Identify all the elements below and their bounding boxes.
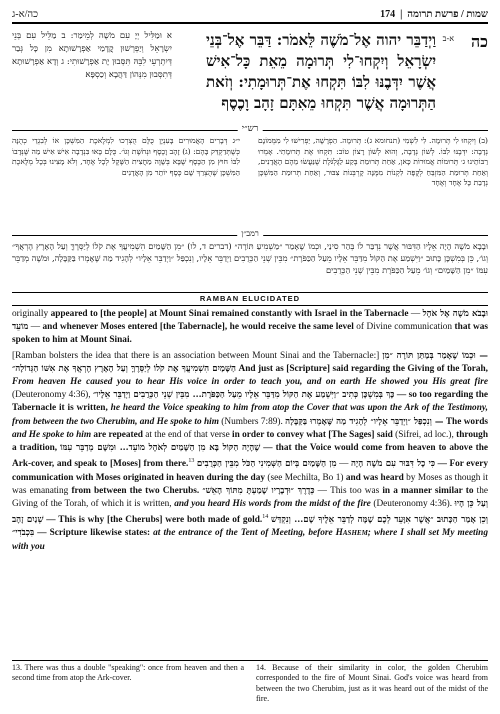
header-chapter-verse: כה/א-ג — [12, 8, 39, 20]
elucidation-segment: in order to convey what [The Sages] said — [232, 429, 393, 440]
hebrew-quote: שֶׁהָיָה הַקּוֹל בָּא מִן הַשָּׁמַיִם לְאֹהֶל מוֹעֵד... וּמִשָּׁם מְדַבֵּר עִמּוֹ — [60, 443, 261, 454]
elucidation-segment: of Divine communication — [353, 322, 455, 333]
ramban-text: וּבָבָא מֹשֶׁה הָיָה אֵלָיו הַדִּבּוּר אֲשֶׁר נִדְבַּר לוֹ בְּהַר סִינַי, וּכְמוֹ שֶׁאָמַר ״מַשְׁמִיעַ תּוֹרָה״ (דברים ד, לו) ״מִן הַשָּׁמַיִם הִשְׁמִיעֲךָ אֶת קֹלוֹ לְיַסְּרֶךָּ וְעַל הָאָרֶץ הֶרְאֲךָ״ וְגוֹ׳, כֵּן בְּמִשְׁכָּן כָּתוּב ״וַיִּשְׁמַע אֶת הַקּוֹל מִדַּבֵּר אֵלָיו מֵעַל הַכַּפֹּרֶת״ מִבֵּין שְׁנֵי הַכְּרֻבִים וַיְדַבֵּר אֵלָיו, וְנִכְפַּל ״וַיְדַבֵּר אֵלָיו״ לְהָגִיד מַה שֶּׁאָמְרוּ בַּקַּבָּלָה, וּמֹשֶׁה מְדַבֵּר עִמּוֹ ״מִן הַשָּׁמַיִם״ וְגוֹ׳ מֵעַל הַכַּפֹּרֶת מִבֵּין שְׁנֵי הַכְּרֻבִים — [12, 241, 488, 276]
footnote-ref: 13 — [188, 458, 195, 465]
hebrew-quote: מִן הַשָּׁמַיִם בְּיוֹם הַשְּׁמִינִי הַכֹּל מִבֵּין הַכְּרֻבִים — [196, 459, 337, 470]
ramban-divider — [12, 229, 488, 238]
header-title: שמות / פרשת תרומה | 174 — [380, 8, 488, 20]
elucidation-segment: and He spoke to him — [12, 429, 92, 440]
hebrew-quote: וְכֵן אָמַר הַכָּתוּב ״אֲשֶׁר אִוָּעֵד לְכֶם שָׁמָּה לְדַבֵּר אֵלֶיךָ שָׁם... וְנִקְדַּשׁ בִּכְבֹדִי״ — [12, 515, 488, 539]
elucidation-segment: at the end of that verse — [142, 429, 233, 440]
elucidation-segment: through a tradition, — [12, 429, 489, 454]
elucidation-segment: And just as [Scripture] said regarding the Giving of the Torah, — [236, 363, 488, 374]
rashi-column-right: (ב) וְיִקְחוּ לִי תְּרוּמָה. לִי לִשְׁמִי (תנחומא ג): תְּרוּמָה. הַפְרָשָׁה, יַפְרִישׁוּ לִי מִמְּמוֹנָם נְדָבָה: יִדְּבֶנּוּ לִבּוֹ. לְשׁוֹן נְדָבָה, וְהוּא לְשׁוֹן רָצוֹן טוֹב: תִּקְחוּ אֶת תְּרוּמָתִי. אָמְרוּ רַבּוֹתֵינוּ ג׳ תְּרוּמוֹת אֲמוּרוֹת כָּאן, אַחַת תְּרוּמַת בֶּקַע לַגֻּלְגֹּלֶת שֶׁנַּעֲשׂוּ מֵהֶם הָאֲדָנִים, וְאַחַת תְּרוּמַת הַמִּזְבֵּחַ לְקֻפָּה לִקְנוֹת מִמֶּנָּה קָרְבְּנוֹת צִבּוּר, וְאַחַת תְּרוּמַת הַמִּשְׁכָּן נְדָבַת כָּל אֶחָד וְאֶחָד — [258, 136, 488, 188]
rashi-column-left: י״ג דְּבָרִים הָאֲמוּרִים בָּעִנְיָן כֻּלָּם הֻצְרְכוּ לִמְלֶאכֶת הַמִּשְׁכָּן אוֹ לְבִגְדֵי כְהֻנָּה כְּשֶׁתְּדַקְדֵּק בָּהֶם: (ג) זָהָב וָכֶסֶף וּנְחֹשֶׁת וְגוֹ׳. כֻּלָּם בָּאוּ בִּנְדָבָה אִישׁ אִישׁ מַה שֶּׁנְּדָבוֹ לִבּוֹ חוּץ מִן הַכֶּסֶף שֶׁבָּא בְּשָׁוֶה מַחֲצִית הַשֶּׁקֶל לְכָל אֶחָד, וְלֹא מָצִינוּ בְּכָל מְלֶאכֶת הַמִּשְׁכָּן שֶׁהֻצְרַךְ שָׁם כֶּסֶף יוֹתֵר מִן הָאֲדָנִים — [12, 136, 240, 177]
torah-text: וַיְדַבֵּר יהוה אֶל־מֹשֶׁה לֵּאמֹר: דַּבֵּר אֶל־בְּנֵי יִשְׂרָאֵל וְיִקְחוּ־לִי תְּרוּמָה מֵאֵת כָּל־אִישׁ אֲשֶׁר יִדְּבֶנּוּ לִבּוֹ תִּקְחוּ אֶת־תְּרוּמָתִי: וְזֹאת הַתְּרוּמָה אֲשֶׁר תִּקְחוּ מֵאִתָּם זָהָב וָכֶסֶף — [206, 31, 436, 112]
ramban-elucidated-banner: RAMBAN ELUCIDATED — [12, 292, 488, 306]
ramban-label: רמב״ן — [237, 229, 263, 238]
elucidation-segment: Hashem — [335, 528, 368, 539]
elucidation-segment: (Deuteronomy 4:36), — [12, 390, 94, 401]
elucidation-segment: and was heard — [345, 472, 404, 483]
hebrew-quote: — וְנִכְפַּל ״וַיְדַבֵּר אֵלָיו״ לְהָגִיד מַה שֶּׁאָמְרוּ בַּקַּבָּלָה — [285, 416, 444, 427]
elucidation-segment: [Ramban bolsters the idea that there is an association between Mount Sinai and the Tabernacle:] — [12, 350, 383, 361]
elucidation-segment: ; where I shall set My meeting with you — [12, 528, 488, 552]
elucidation-segment: (Sifrei, ad loc.), — [392, 429, 457, 440]
rashi-commentary — [12, 136, 488, 232]
page-header — [12, 6, 488, 22]
elucidation-segment: by Moses as though it was emanating — [12, 472, 488, 496]
footnotes — [12, 663, 488, 705]
rashi-divider — [12, 124, 488, 134]
hebrew-quote: כָּךְ בְּמִשְׁכָּן כְּתִיב ״וַיִּשְׁמַע אֶת הַקּוֹל מִדַּבֵּר אֵלָיו מֵעַל הַכַּפֹּרֶת... מִבֵּין שְׁנֵי הַכְּרֻבִים וַיְדַבֵּר אֵלָיו״ — [93, 390, 395, 401]
header-rule — [12, 22, 488, 24]
elucidation-segment: (Deuteronomy 4:36). — [370, 498, 455, 509]
elucidation-segment: — This too was — [314, 485, 383, 496]
elucidation-segment: at the entrance of the Tent of Meeting, before — [153, 528, 336, 539]
elucidation-segment: and whenever Moses entered [the Tabernacle], he would receive the same level — [42, 322, 354, 333]
english-elucidation — [12, 308, 488, 556]
elucidation-segment: originally — [12, 309, 51, 319]
elucidation-segment: — that the Voice would come from heaven to above the Ark-cover, and speak to [Moses] from there. — [12, 443, 488, 470]
elucidation-segment: he heard the Voice speaking to him from atop the Cover that was upon the Ark of the Testimony, from between the two Cherubim, and He spoke to him — [12, 403, 488, 427]
elucidation-segment: in a manner similar to — [382, 485, 474, 496]
hebrew-quote: כִּי כָל דִּבּוּר עִם מֹשֶׁה הָיָה — [351, 459, 436, 470]
elucidation-paragraph — [12, 308, 488, 348]
verse-refs: א-ב — [442, 34, 454, 43]
footnote-13: 13. There was thus a double "speaking": once from heaven and then a second time from atop the Ark-cover. — [12, 663, 244, 683]
elucidation-segment: — — [408, 309, 423, 319]
elucidation-segment: appeared to [the people] at Mount Sinai remained constantly with Israel in the Tabernacle — [50, 309, 409, 319]
elucidation-segment: The words — [443, 416, 488, 427]
elucidation-segment: (see Mechilta, Bo 1) — [265, 472, 346, 483]
elucidation-segment: (Numbers 7:89). — [218, 416, 286, 427]
page-number: 174 — [380, 8, 396, 20]
footnote-rule — [12, 660, 488, 661]
elucidation-segment: the Giving of the Torah, of which it is written, — [12, 485, 488, 509]
rashi-label: רש״י — [238, 123, 263, 134]
elucidation-segment: that was spoken to him at Mount Sinai. — [12, 322, 488, 346]
hebrew-quote: כְּדֶרֶךְ ״וּדְבָרָיו שָׁמַעְתָּ מִתּוֹךְ הָאֵשׁ״ — [202, 485, 315, 496]
elucidation-segment: — — [28, 322, 43, 333]
elucidation-segment: — For every communication with Moses originated in heaven during the day — [12, 459, 488, 483]
elucidation-paragraph — [12, 350, 488, 554]
chapter-number: כה — [470, 32, 488, 51]
hebrew-quote: וְעַל כֵּן הָיוּ שְׁנַיִם זָהָב — [12, 498, 489, 526]
hebrew-quote: — וּכְמוֹ שֶׁאָמַר בְּמַתַּן תּוֹרָה ״מִן הַשָּׁמַיִם הִשְׁמִיעֲךָ אֶת קֹלוֹ לְיַסְּרֶךָּ וְעַל הָאָרֶץ הֶרְאֲךָ אֶת אִשּׁוֹ הַגְּדוֹלָה״ — [12, 350, 488, 374]
elucidation-segment: — This is why [the Cherubs] were both made of gold. — [43, 515, 263, 526]
hebrew-quote: וּבָבֹא מֹשֶׁה אֶל אֹהֶל מוֹעֵד — [12, 309, 488, 333]
onkelos-text: א וּמַלִּיל יְיָ עִם מֹשֶׁה לְמֵימַר: ב מַלֵּיל עִם בְּנֵי יִשְׂרָאֵל וְיַפְרְשׁוּן קֳדָמַי אַפְרָשׁוּתָא מִן כָּל גְּבַר דְּיִתְרְעֵי לִבֵּהּ תִּסְּבוּן יָת אַפְרָשׁוּתִי: ג וְדָא אַפְרָשׁוּתָא דְּתִסְּבוּן מִנְּהוֹן דַּהֲבָא וְכַסְפָּא — [12, 31, 172, 80]
elucidation-segment: — so too regarding the Tabernacle it is written, — [12, 390, 489, 414]
elucidation-segment: — — [336, 459, 352, 470]
header-title-text: שמות / פרשת תרומה — [407, 8, 488, 20]
verse-block — [12, 26, 488, 130]
elucidation-segment: From heaven He caused you to hear His voice in order to teach you, and on earth He showed you His great fire — [12, 377, 488, 388]
elucidation-segment: from between the two Cherubs. — [71, 485, 203, 496]
elucidation-segment: — Scripture likewise states: — [34, 528, 154, 539]
elucidation-segment: are repeated — [91, 429, 143, 440]
footnote-ref: 14 — [262, 514, 269, 521]
footnote-14: 14. Because of their similarity in color, the golden Cherubim corresponded to the fire of Mount Sinai. God's voice was heard from between the two Cherubim, just as it was heard out of the midst of the fire. — [256, 663, 488, 704]
elucidation-segment: and you heard His words from the midst of the fire — [174, 498, 371, 509]
